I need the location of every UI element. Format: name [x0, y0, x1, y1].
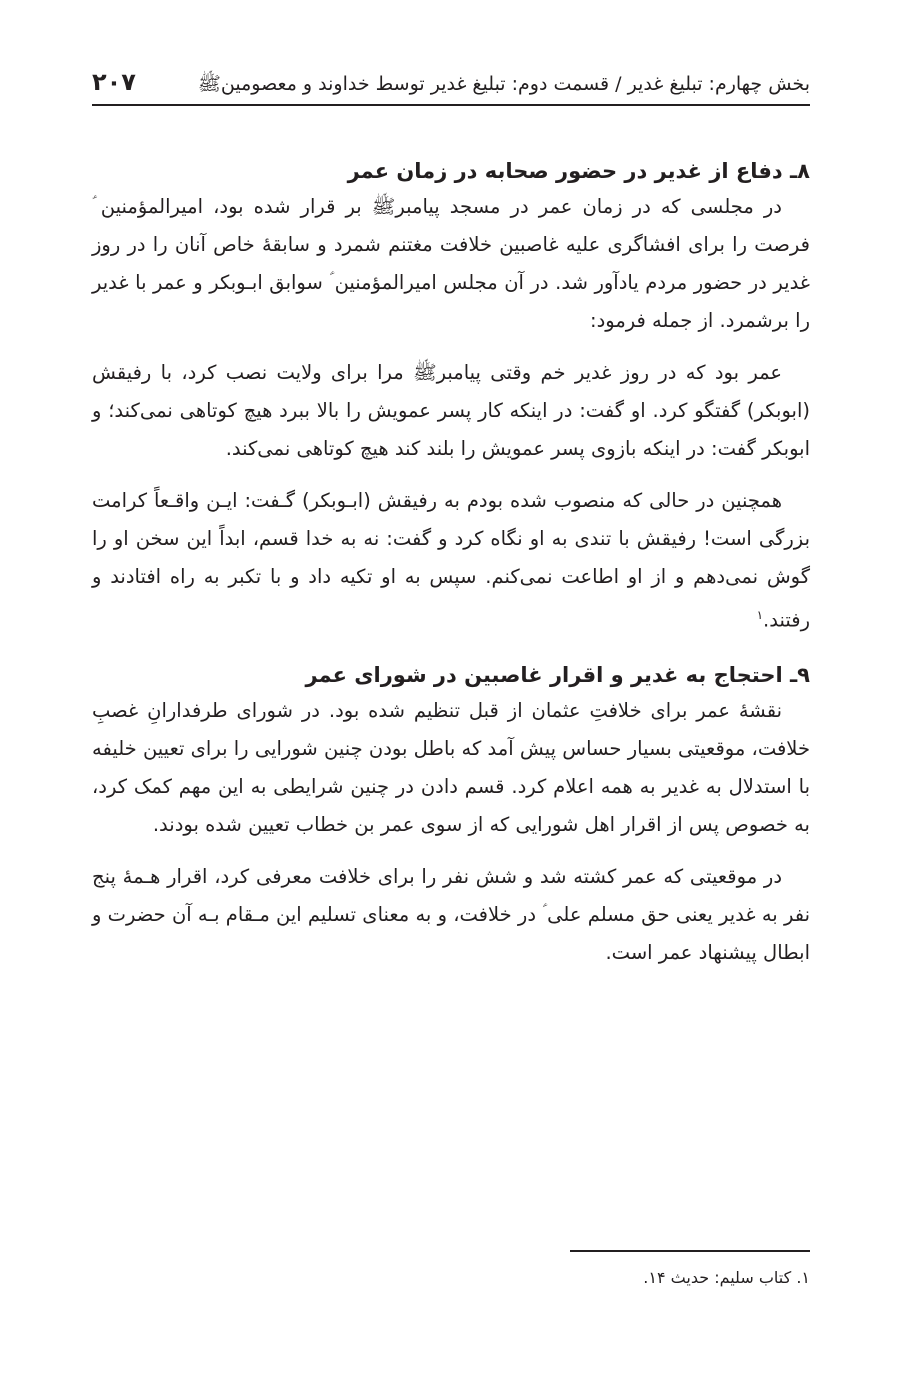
section-8-paragraph-3-text: همچنین در حالی که منصوب شده بودم به رفیقش (ابـوبکر) گـفت: ایـن واقـعاً کرامت بزرگی است! رفیقش با تندی به او نگاه کرد و گفت: نه به خدا قسم، ابداً این سخن او را گوش نمی‌دهم و از او اطاعت نمی‌کنم. سپس به او تکیه داد و با تکبر به راه افتادند و رفتند.: [92, 489, 810, 632]
header-title-text: بخش چهارم: تبلیغ غدیر / قسمت دوم: تبلیغ غدیر توسط خداوند و معصومین: [220, 73, 810, 95]
page-number: ۲۰۷: [92, 68, 136, 96]
section-8-paragraph-2: عمر بود که در روز غدیر خم وقتی پیامبرﷺ مرا برای ولایت نصب کرد، با رفیقش (ابوبکر) گفتگو کرد. او گفت: در اینکه کار پسر عمویش را بالا ببرد هیچ کوتاهی نمی‌کند؛ و ابوبکر گفت: در اینکه بازوی پسر عمویش را بلند کند هیچ کوتاهی نمی‌کند.: [92, 361, 810, 460]
section-8-paragraph-3: [92, 482, 810, 640]
footnote: ۱. کتاب سلیم: حدیث ۱۴.: [643, 1268, 810, 1287]
section-9-heading: ۹ـ احتجاج به غدیر و اقرار غاصبین در شورای عمر: [305, 662, 810, 687]
section-8-paragraph-1: در مجلسی که در زمان عمر در مسجد پیامبرﷺ بر قرار شده بود، امیرالمؤمنین ؑ فرصت را برای افشاگری علیه غاصبین خلافت مغتنم شمرد و سابقهٔ خاص آنان را در روز غدیر در حضور مردم یادآور شد. در آن مجلس امیرالمؤمنین ؑ سوابق ابـوبکر و عمر با غدیر را برشمرد. از جمله فرمود:: [92, 195, 810, 332]
section-9-paragraph-1: نقشهٔ عمر برای خلافتِ عثمان از قبل تنظیم شده بود. در شورای طرفدارانِ غصبِ خلافت، موقعیتی بسیار حساس پیش آمد که باطل بودن چنین شورایی را برای تعیین خلیفه با استدلال به غدیر به همه اعلام کرد. قسم دادن در چنین شرایطی به این مهم کمک کرد، به خصوص پس از اقرار اهل شورایی که از سوی عمر بن خطاب تعیین شده بودند.: [92, 698, 810, 836]
section-8-heading: ۸ـ دفاع از غدیر در حضور صحابه در زمان عمر: [347, 159, 810, 183]
footnote-divider: [570, 1250, 810, 1252]
footnote-reference[interactable]: ۱: [756, 608, 764, 622]
header-title: [198, 72, 810, 100]
header-honorific: ﷺ: [197, 73, 221, 95]
section-9-paragraph-2: در موقعیتی که عمر کشته شد و شش نفر را برای خلافت معرفی کرد، اقرار هـمهٔ پنج نفر به غدیر یعنی حق مسلم علی ؑ در خلافت، و به معنای تسلیم این مـقام بـه آن حضرت و ابطال پیشنهاد عمر است.: [92, 864, 810, 964]
book-page: [92, 60, 810, 1360]
running-header: [92, 60, 810, 106]
